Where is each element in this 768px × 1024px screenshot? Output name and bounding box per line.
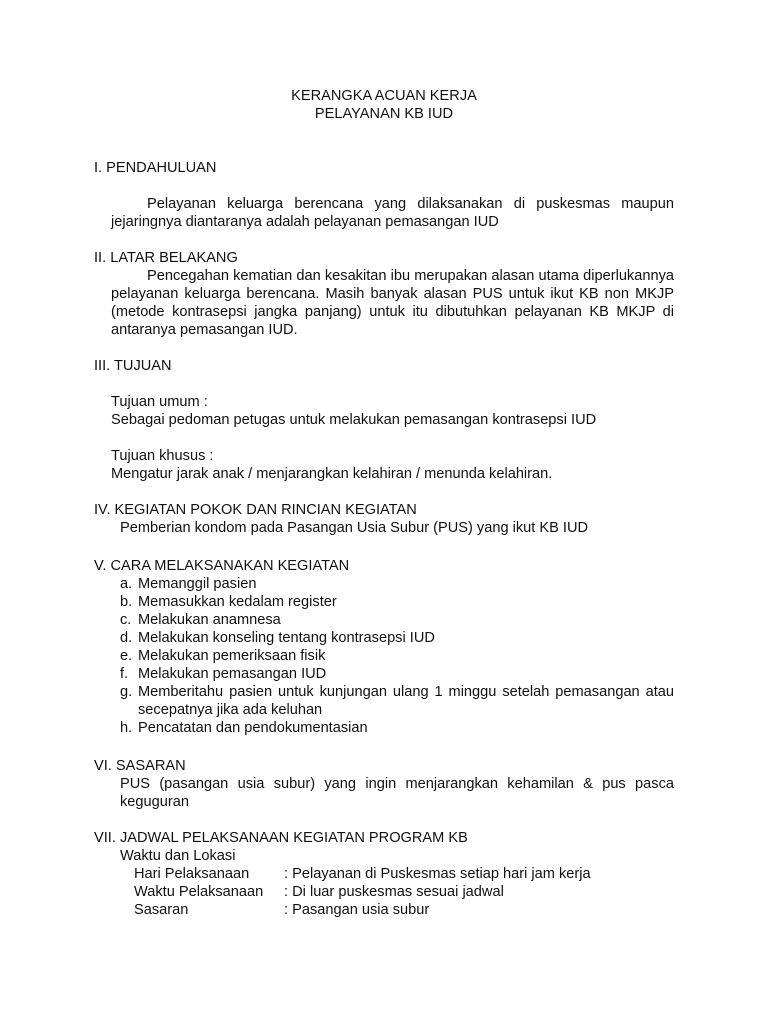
jadwal-value: : Pasangan usia subur (284, 902, 430, 918)
list-item-text: Memanggil pasien (138, 576, 257, 592)
list-marker: e. (120, 648, 133, 664)
list-item (120, 719, 674, 737)
section-5-heading: V. CARA MELAKSANAKAN KEGIATAN (94, 558, 350, 574)
jadwal-label: Hari Pelaksanaan (134, 866, 250, 882)
list-item-text: Memberitahu pasien untuk kunjungan ulang 1 minggu setelah pemasangan atau secepatnya jika ada keluhan (138, 684, 674, 718)
jadwal-list (120, 865, 591, 919)
list-item-text: Melakukan pemasangan IUD (138, 666, 327, 682)
list-item-text: Pencatatan dan pendokumentasian (138, 720, 368, 736)
list-marker: f. (120, 666, 129, 682)
section-2-text: Pencegahan kematian dan kesakitan ibu merupakan alasan utama diperlukannya pelayanan keluarga berencana. Masih banyak alasan PUS untuk ikut KB non MKJP (metode kontrasepsi jangka panjang) untuk itu dibutuhkan pelayanan KB MKJP di antaranya pemasangan IUD. (111, 268, 674, 338)
list-marker: a. (120, 576, 133, 592)
tujuan-khusus-label: Tujuan khusus : (111, 448, 214, 464)
list-item-text: Memasukkan kedalam register (138, 594, 337, 610)
list-item-text: Melakukan anamnesa (138, 612, 281, 628)
list-marker: g. (120, 684, 133, 700)
list-marker: c. (120, 612, 132, 628)
list-item (120, 865, 591, 883)
tujuan-umum-label: Tujuan umum : (111, 394, 208, 410)
jadwal-label: Waktu Pelaksanaan (134, 884, 264, 900)
kegiatan-list (120, 575, 674, 737)
section-4-heading: IV. KEGIATAN POKOK DAN RINCIAN KEGIATAN (94, 502, 417, 518)
list-item (120, 629, 674, 647)
list-item (120, 647, 674, 665)
section-2-heading: II. LATAR BELAKANG (94, 250, 238, 266)
tujuan-khusus-text: Mengatur jarak anak / menjarangkan kelahiran / menunda kelahiran. (111, 466, 553, 482)
section-1-heading: I. PENDAHULUAN (94, 160, 217, 176)
document-title-line-1: KERANGKA ACUAN KERJA (291, 88, 477, 104)
section-7-subheading: Waktu dan Lokasi (120, 848, 236, 864)
jadwal-value: : Di luar puskesmas sesuai jadwal (284, 884, 504, 900)
section-7-heading: VII. JADWAL PELAKSANAAN KEGIATAN PROGRAM KB (94, 830, 468, 846)
jadwal-label: Sasaran (134, 902, 189, 918)
section-4-text: Pemberian kondom pada Pasangan Usia Subur (PUS) yang ikut KB IUD (120, 520, 589, 536)
list-item (120, 883, 591, 901)
list-marker: d. (120, 630, 133, 646)
checkbox-icon (120, 865, 134, 883)
list-item-text: Melakukan konseling tentang kontrasepsi IUD (138, 630, 435, 646)
section-6-heading: VI. SASARAN (94, 758, 186, 774)
list-item (120, 683, 674, 719)
document-title-line-2: PELAYANAN KB IUD (314, 106, 454, 122)
list-marker: h. (120, 720, 133, 736)
list-item (120, 665, 674, 683)
section-1-text: Pelayanan keluarga berencana yang dilaksanakan di puskesmas maupun jejaringnya diantaranya adalah pelayanan pemasangan IUD (111, 196, 674, 230)
list-item (120, 593, 674, 611)
list-item (120, 611, 674, 629)
list-item (120, 575, 674, 593)
list-item (120, 901, 591, 919)
checkbox-icon (120, 901, 134, 919)
section-3-heading: III. TUJUAN (94, 358, 172, 374)
checkbox-icon (120, 883, 134, 901)
list-item-text: Melakukan pemeriksaan fisik (138, 648, 326, 664)
jadwal-value: : Pelayanan di Puskesmas setiap hari jam kerja (284, 866, 591, 882)
section-6-text: PUS (pasangan usia subur) yang ingin menjarangkan kehamilan & pus pasca keguguran (120, 776, 674, 810)
tujuan-umum-text: Sebagai pedoman petugas untuk melakukan pemasangan kontrasepsi IUD (111, 412, 597, 428)
list-marker: b. (120, 594, 133, 610)
